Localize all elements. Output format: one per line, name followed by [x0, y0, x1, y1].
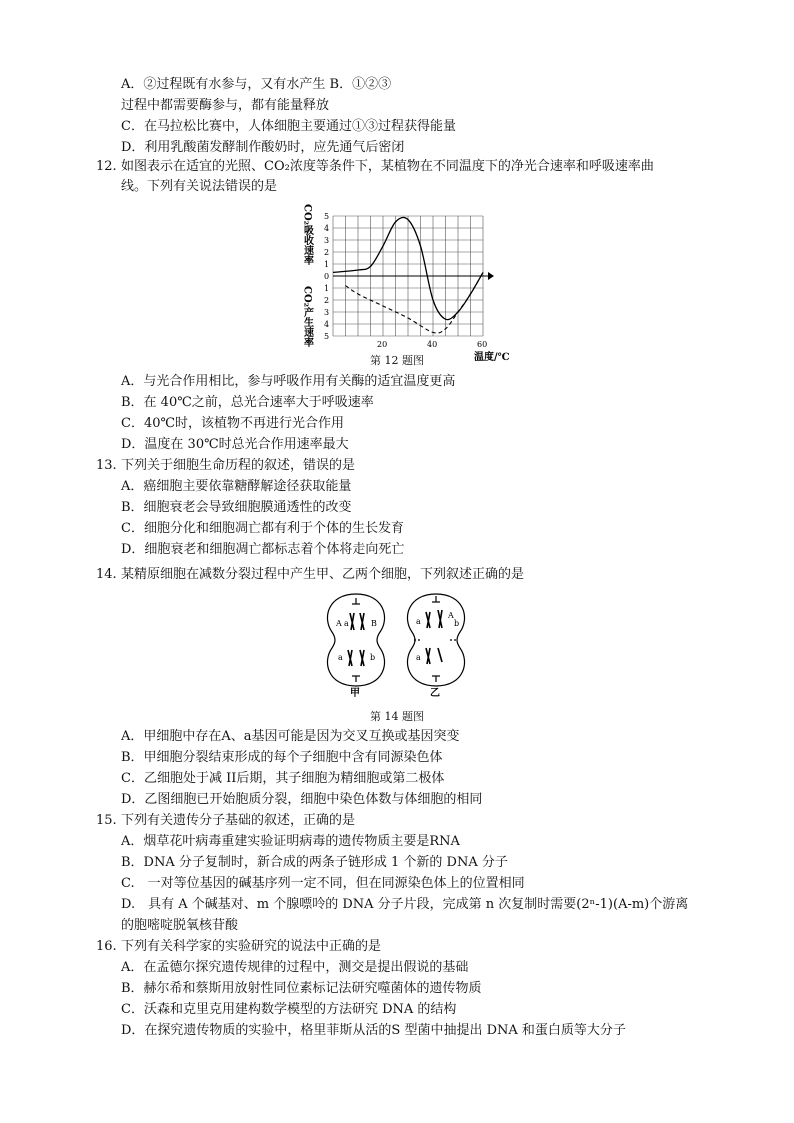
x-axis-label: 温度/℃: [474, 352, 510, 363]
cell-jia: [327, 594, 384, 686]
gene-a-jia-bottom: a: [338, 653, 343, 662]
q12-stem-line1: 如图表示在适宜的光照、CO₂浓度等条件下，某植物在不同温度下的净光合速率和呼吸速率曲: [121, 159, 654, 174]
q12-figure: [298, 198, 518, 368]
q13-option-d: D．细胞衰老和细胞凋亡都标志着个体将走向死亡: [121, 542, 405, 557]
q16-number: 16.: [96, 939, 117, 954]
y-label-top: CO₂吸收速率: [301, 204, 313, 266]
q15-stem: 下列有关遗传分子基础的叙述，正确的是: [121, 813, 356, 828]
q12-number: 12.: [96, 159, 117, 174]
gene-A-jia: A: [336, 619, 342, 628]
x-axis-arrow: [488, 272, 494, 280]
label-jia: 甲: [350, 688, 360, 699]
q11-option-c: C．在马拉松比赛中，人体细胞主要通过①③过程获得能量: [121, 119, 456, 134]
q12-option-c: C．40℃时，该植物不再进行光合作用: [121, 416, 345, 431]
q13-stem: 下列关于细胞生命历程的叙述，错误的是: [121, 458, 356, 473]
q12-option-d: D．温度在 30℃时总光合作用速率最大: [121, 437, 349, 452]
q15-option-a: A．烟草花叶病毒重建实验证明病毒的遗传物质主要是RNA: [121, 834, 460, 849]
q13-option-a: A．癌细胞主要依靠糖酵解途径获取能量: [121, 479, 352, 494]
q16-option-d: D．在探究遗传物质的实验中，格里菲斯从活的S 型菌中抽提出 DNA 和蛋白质等大分子: [121, 1023, 626, 1038]
q15-option-c: C. 一对等位基因的碱基序列一定不同，但在同源染色体上的位置相同: [121, 876, 525, 891]
y-tick-label: 0: [324, 272, 330, 281]
q14-caption: 第 14 题图: [370, 710, 424, 723]
gene-A-yi: A: [448, 611, 454, 620]
q16-option-c: C．沃森和克里克用建构数学模型的方法研究 DNA 的结构: [121, 1002, 457, 1017]
q11-option-a-line1: A．②过程既有水参与，又有水产生 B．①②③: [121, 77, 392, 92]
q13-option-b: B．细胞衰老会导致细胞膜通透性的改变: [121, 500, 352, 515]
q16-option-b: B．赫尔希和蔡斯用放射性同位素标记法研究噬菌体的遗传物质: [121, 981, 482, 996]
gene-B-jia: B: [371, 619, 377, 628]
gene-a-yi-top: a: [416, 617, 421, 626]
cell-yi: [407, 594, 464, 686]
y-axis-ticks: [324, 212, 329, 341]
q14-number: 14.: [96, 567, 117, 582]
q12-option-a: A．与光合作用相比，参与呼吸作用有关酶的适宜温度更高: [121, 374, 456, 389]
q14-option-b: B．甲细胞分裂结束形成的每个子细胞中含有同源染色体: [121, 750, 443, 765]
q14-option-a: A．甲细胞中存在A、a基因可能是因为交叉互换或基因突变: [121, 729, 460, 744]
q16-stem: 下列有关科学家的实验研究的说法中正确的是: [121, 939, 382, 954]
q11-option-d: D．利用乳酸菌发酵制作酸奶时，应先通气后密闭: [121, 140, 405, 155]
y-tick-label: 2: [324, 248, 330, 257]
x-axis-ticks: [377, 340, 487, 349]
y-tick-label: 4: [324, 320, 330, 329]
q12-stem-line2: 线。下列有关说法错误的是: [121, 179, 278, 194]
label-yi: 乙: [430, 688, 440, 699]
y-tick-label: 3: [324, 308, 330, 317]
q14-option-d: D．乙图细胞已开始胞质分裂，细胞中染色体数与体细胞的相同: [121, 792, 483, 807]
q13-option-c: C．细胞分化和细胞凋亡都有利于个体的生长发育: [121, 521, 404, 536]
x-tick-label: 60: [477, 340, 488, 349]
q12-option-b: B．在 40℃之前，总光合速率大于呼吸速率: [121, 395, 374, 410]
q14-stem: 某精原细胞在减数分裂过程中产生甲、乙两个细胞，下列叙述正确的是: [121, 567, 525, 582]
q12-caption: 第 12 题图: [370, 354, 424, 367]
q14-option-c: C．乙细胞处于减 II后期，其子细胞为精细胞或第二极体: [121, 771, 445, 786]
gene-b-yi: b: [454, 619, 460, 628]
q15-option-d-line2: 的胞嘧啶脱氧核苷酸: [121, 918, 239, 933]
y-label-bottom: CO₂产生速率: [301, 286, 313, 348]
q11-option-a-line2: 过程中都需要酶参与，都有能量释放: [121, 98, 330, 113]
gene-a-yi-bottom: a: [416, 653, 421, 662]
q15-number: 15.: [96, 813, 117, 828]
x-tick-label: 20: [377, 340, 388, 349]
q15-option-b: B．DNA 分子复制时，新合成的两条子链形成 1 个新的 DNA 分子: [121, 855, 508, 870]
q15-option-d-line1: D. 具有 A 个碱基对、m 个腺嘌呤的 DNA 分子片段，完成第 n 次复制时需要(2ⁿ-1)(A-m)个游离: [121, 897, 689, 912]
y-tick-label: 5: [324, 212, 330, 221]
x-tick-label: 40: [427, 340, 438, 349]
y-tick-label: 3: [324, 236, 330, 245]
gene-b-jia: b: [370, 653, 376, 662]
y-tick-label: 1: [324, 284, 330, 293]
y-tick-label: 1: [324, 260, 330, 269]
y-tick-label: 2: [324, 296, 330, 305]
y-tick-label: 5: [324, 332, 330, 341]
y-tick-label: 4: [324, 224, 330, 233]
gene-a-jia-top: a: [344, 619, 349, 628]
q16-option-a: A．在孟德尔探究遗传规律的过程中，测交是提出假说的基础: [121, 960, 469, 975]
q14-figure: [318, 588, 478, 700]
q13-number: 13.: [96, 458, 117, 473]
